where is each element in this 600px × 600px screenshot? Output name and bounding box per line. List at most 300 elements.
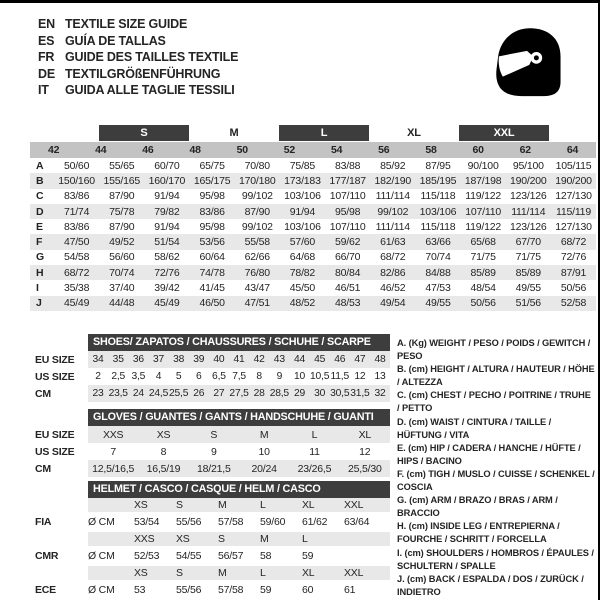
table-cell: 6,5	[212, 371, 226, 382]
table-cell: 87/90	[109, 190, 135, 203]
table-cell: 64/68	[289, 251, 316, 264]
language-code: EN	[38, 17, 55, 32]
table-cell: 29	[293, 388, 305, 399]
table-cell: 9	[211, 445, 217, 458]
table-cell: 50/60	[63, 159, 90, 172]
table-cell: 27	[213, 388, 225, 399]
table-cell: 72/76	[154, 266, 180, 279]
table-cell: 95/98	[199, 190, 225, 203]
table-cell: 103/106	[284, 220, 321, 233]
table-cell: 62/66	[244, 251, 270, 264]
table-cell: 99/102	[377, 205, 409, 218]
helmet-size-header-row	[35, 532, 390, 546]
table-cell: 119/122	[465, 190, 502, 203]
table-row	[30, 265, 596, 280]
table-cell: 123/126	[510, 220, 547, 233]
helmet-size-header-row	[35, 498, 390, 512]
table-cell: 30,5	[330, 388, 350, 399]
table-row	[30, 296, 596, 311]
table-cell: XS	[156, 428, 171, 441]
legend-item: D. (cm) WAIST / CINTURA / TAILLE / HÜFTUNG / VITA	[397, 416, 552, 440]
table-cell: S	[176, 499, 183, 511]
table-cell: 7	[110, 445, 116, 458]
table-cell: 155/165	[103, 174, 141, 187]
table-cell: 68/72	[63, 266, 90, 279]
table-cell: 2,5	[111, 371, 126, 382]
table-cell: 107/110	[465, 205, 502, 218]
row-values	[54, 267, 596, 279]
table-cell: 36	[132, 354, 144, 365]
table-cell: 170/180	[238, 174, 276, 187]
helmet-table	[35, 481, 390, 600]
table-cell: 30	[314, 388, 326, 399]
table-cell: 173/183	[284, 174, 321, 187]
table-cell: 55/65	[109, 159, 135, 172]
table-cell: 87/91	[560, 266, 587, 279]
table-row	[35, 546, 390, 566]
table-cell: 187/198	[464, 174, 502, 187]
table-cell: 56/57	[218, 550, 244, 562]
table-cell: 60/64	[199, 251, 225, 264]
table-cell: 61/63	[380, 236, 406, 249]
table-cell: 45/49	[63, 297, 90, 310]
table-cell: 95/98	[199, 220, 225, 233]
table-cell: 107/110	[329, 220, 366, 233]
row-values	[88, 368, 390, 385]
table-row	[35, 580, 390, 600]
table-cell: 91/94	[289, 205, 316, 218]
table-cell: 49/54	[380, 297, 406, 310]
table-cell: 68/72	[560, 236, 587, 249]
table-cell: S	[210, 428, 218, 441]
table-cell: 59/60	[260, 516, 286, 528]
language-code: DE	[38, 66, 55, 81]
row-label: EU SIZE	[35, 353, 75, 366]
table-row	[35, 351, 390, 368]
table-cell: 46/52	[380, 282, 406, 295]
table-cell: 91/94	[154, 190, 180, 203]
value-cells	[134, 584, 390, 596]
group-m: M	[229, 127, 239, 139]
table-cell: 28	[253, 388, 265, 399]
table-cell: 65/75	[199, 159, 225, 172]
row-values	[88, 546, 390, 566]
measurement-legend	[397, 337, 595, 599]
table-cell: 185/195	[419, 174, 457, 187]
row-label: US SIZE	[35, 370, 75, 383]
group-s: S	[99, 125, 189, 141]
size-cells	[134, 533, 390, 545]
table-cell: 45/50	[289, 282, 316, 295]
group-xxl: XXL	[459, 125, 549, 141]
table-cell: 44	[293, 354, 305, 365]
row-label: H	[36, 266, 44, 279]
table-cell: 47/50	[63, 236, 90, 249]
size-header-values	[88, 498, 390, 512]
size-header-cell: 46	[142, 144, 154, 156]
table-cell: 50/56	[560, 282, 587, 295]
table-cell: 83/88	[334, 159, 361, 172]
language-code: IT	[38, 83, 49, 98]
table-cell: 48/52	[289, 297, 316, 310]
table-cell: 44/48	[109, 297, 135, 310]
table-cell: 85/92	[380, 159, 406, 172]
table-cell: 35/38	[63, 282, 90, 295]
legend-item: F. (cm) TIGH / MUSLO / CUISSE / SCHENKEL / COSCIA	[397, 468, 595, 493]
table-cell: 35	[112, 354, 124, 365]
table-cell: 84/88	[425, 266, 451, 279]
table-cell: 83/86	[199, 205, 225, 218]
table-cell: 54/55	[176, 550, 202, 562]
size-number-header	[30, 142, 596, 158]
table-cell: 119/122	[465, 220, 502, 233]
table-cell: 59	[302, 550, 314, 562]
table-cell: 11,5	[330, 371, 349, 382]
language-title-block	[38, 16, 238, 99]
table-row	[30, 250, 596, 265]
shoes-table-title: SHOES/ ZAPATOS / CHAUSSURES / SCHUHE / SCARPE	[88, 334, 390, 351]
diameter-unit-label: Ø CM	[88, 584, 115, 596]
table-cell: 10	[293, 371, 305, 382]
table-cell: 177/187	[329, 174, 366, 187]
helmet-icon	[488, 19, 566, 103]
table-cell: 63/66	[425, 236, 451, 249]
helmet-standard-group	[35, 532, 390, 566]
table-cell: 53	[134, 584, 146, 596]
table-cell: 82/86	[380, 266, 406, 279]
table-cell: 61/62	[302, 516, 328, 528]
table-cell: 80/84	[334, 266, 361, 279]
table-cell: 76/80	[244, 266, 270, 279]
gloves-table-title: GLOVES / GUANTES / GANTS / HANDSCHUHE / GUANTI	[88, 409, 390, 426]
legend-item: A. (Kg) WEIGHT / PESO / POIDS / GEWITCH / PESO	[397, 338, 591, 362]
row-label: J	[36, 297, 42, 310]
table-cell: 115/119	[555, 205, 591, 218]
table-cell: 8	[256, 371, 262, 382]
table-cell: 38	[173, 354, 185, 365]
diameter-unit-label: Ø CM	[88, 516, 115, 528]
table-cell: 85/89	[515, 266, 541, 279]
table-row	[30, 204, 596, 219]
table-cell: L	[260, 499, 266, 511]
table-row	[35, 426, 390, 443]
size-header-cell: 60	[472, 144, 484, 156]
table-cell: 87/90	[109, 220, 135, 233]
table-cell: 39/42	[154, 282, 180, 295]
row-values	[88, 443, 390, 460]
table-cell: 111/114	[511, 205, 546, 218]
table-cell: 111/114	[375, 190, 410, 203]
table-cell: 27,5	[229, 388, 249, 399]
table-cell: 51/56	[515, 297, 541, 310]
table-cell: 60	[302, 584, 314, 596]
table-cell: 2	[95, 371, 101, 382]
table-cell: 41	[233, 354, 245, 365]
language-title-row	[38, 49, 238, 66]
table-cell: 39	[193, 354, 205, 365]
legend-item: H. (cm) INSIDE LEG / ENTREPIERNA / FOURCHE / SCHRITT / FORCELLA	[397, 521, 560, 545]
table-cell: 190/200	[510, 174, 547, 187]
table-cell: 26	[193, 388, 205, 399]
table-cell: 49/55	[425, 297, 451, 310]
size-header-cell: 54	[330, 144, 343, 156]
row-values	[88, 460, 390, 477]
table-cell: 127/130	[555, 190, 592, 203]
table-row	[30, 189, 596, 204]
row-label: D	[36, 205, 44, 218]
size-cells	[134, 567, 390, 579]
table-cell: 95/98	[334, 205, 361, 218]
row-label: EU SIZE	[35, 428, 75, 441]
diameter-unit-label: Ø CM	[88, 550, 115, 562]
table-cell: 43/47	[244, 282, 270, 295]
row-values	[54, 206, 596, 218]
helmet-standard-group	[35, 566, 390, 600]
table-cell: 42	[253, 354, 265, 365]
table-cell: 63/64	[344, 516, 370, 528]
legend-item: G. (cm) ARM / BRAZO / BRAS / ARM / BRACCIO	[397, 495, 558, 519]
table-cell: 105/115	[555, 159, 592, 172]
table-cell: 48	[374, 354, 386, 365]
size-header-cell: 56	[378, 144, 390, 156]
table-cell: 46/51	[334, 282, 361, 295]
table-cell: 12,5/16,5	[92, 462, 135, 475]
table-cell: 75/85	[289, 159, 316, 172]
language-title-row	[38, 33, 238, 50]
shoes-table-body	[35, 351, 390, 402]
table-cell: 90/100	[467, 159, 499, 172]
table-cell: 18/21,5	[197, 462, 231, 475]
group-xl: XL	[407, 127, 421, 139]
table-cell: 46	[334, 354, 346, 365]
table-cell: XXS	[134, 533, 155, 545]
table-cell: 16,5/19	[146, 462, 181, 475]
row-values	[88, 385, 390, 402]
table-cell: 99/102	[241, 190, 273, 203]
language-code: ES	[38, 33, 55, 48]
table-cell: XS	[176, 533, 190, 545]
size-header-values	[88, 566, 390, 580]
table-cell: L	[311, 428, 318, 441]
table-cell: 23,5	[108, 388, 128, 399]
table-cell: 61	[344, 584, 356, 596]
table-cell: 87/90	[244, 205, 270, 218]
row-label: B	[36, 174, 44, 187]
table-cell: 52/53	[134, 550, 160, 562]
table-cell: 99/102	[241, 220, 273, 233]
table-cell: 60/70	[154, 159, 180, 172]
table-cell: XS	[134, 499, 148, 511]
table-cell: 24,5	[148, 388, 169, 399]
standard-label: ECE	[35, 584, 56, 596]
table-row	[30, 234, 596, 249]
table-cell: 59/62	[334, 236, 361, 249]
table-cell: 65/68	[470, 236, 496, 249]
table-cell: 23	[92, 388, 104, 399]
row-values	[54, 160, 596, 172]
table-cell: 107/110	[329, 190, 366, 203]
row-values	[88, 512, 390, 532]
table-cell: 111/114	[375, 220, 410, 233]
table-cell: 75/78	[109, 205, 135, 218]
table-cell: 32	[374, 388, 386, 399]
table-cell: 74/78	[199, 266, 225, 279]
row-values	[88, 351, 390, 368]
table-cell: 115/118	[420, 190, 456, 203]
table-cell: 115/118	[420, 220, 456, 233]
table-cell: 66/70	[334, 251, 361, 264]
size-header-cell: 64	[566, 144, 579, 156]
table-cell: 4	[155, 371, 162, 382]
row-values	[54, 221, 596, 233]
table-cell: 103/106	[284, 190, 321, 203]
table-cell: 83/86	[63, 190, 90, 203]
table-cell: 72/76	[560, 251, 587, 264]
table-cell: 71/74	[63, 205, 90, 218]
table-cell: 8	[160, 445, 167, 458]
table-cell: 28,5	[269, 388, 289, 399]
table-cell: 165/175	[193, 174, 231, 187]
table-cell: L	[260, 567, 266, 579]
table-cell: 95/100	[512, 159, 544, 172]
standard-label: FIA	[35, 516, 52, 528]
table-cell: 9	[276, 371, 283, 382]
row-values	[88, 580, 390, 600]
guide-title: GUIDA ALLE TAGLIE TESSILI	[65, 83, 235, 98]
row-label: CM	[35, 387, 51, 400]
table-cell: 55/56	[176, 516, 202, 528]
table-cell: L	[302, 533, 308, 545]
table-row	[35, 368, 390, 385]
table-cell: 53/56	[199, 236, 225, 249]
table-cell: 40	[213, 354, 225, 365]
table-cell: 48/53	[334, 297, 361, 310]
row-label: G	[36, 251, 44, 264]
shoes-table	[35, 334, 390, 402]
table-row	[30, 173, 596, 188]
table-row	[30, 280, 596, 295]
group-l: L	[279, 125, 369, 141]
legend-item: C. (cm) CHEST / PECHO / POITRINE / TRUHE / PETTO	[397, 390, 591, 414]
row-values	[88, 426, 390, 443]
table-cell: 50/56	[470, 297, 496, 310]
row-label: CM	[35, 462, 51, 475]
language-title-row	[38, 66, 238, 83]
table-cell: 58/62	[154, 251, 180, 264]
table-cell: 71/75	[470, 251, 496, 264]
table-cell: 3,5	[131, 371, 146, 382]
legend-item: E. (cm) HIP / CADERA / HANCHE / HÜFTE / HIPS / BACINO	[397, 442, 581, 466]
table-cell: 7,5	[232, 371, 246, 382]
value-cells	[134, 516, 390, 528]
table-cell: 68/72	[380, 251, 406, 264]
row-values	[54, 251, 596, 263]
table-cell: M	[218, 567, 227, 579]
size-header-cell: 48	[189, 144, 201, 156]
table-cell: 160/170	[148, 174, 186, 187]
table-cell: 57/58	[218, 516, 244, 528]
table-cell: M	[259, 428, 269, 441]
table-cell: 12	[354, 371, 366, 382]
table-cell: XXL	[344, 499, 364, 511]
table-cell: 43	[273, 354, 285, 365]
table-cell: 41/45	[199, 282, 225, 295]
size-header-cell: 58	[425, 144, 437, 156]
table-cell: 24	[132, 388, 144, 399]
row-label: C	[36, 190, 44, 203]
row-values	[54, 175, 596, 187]
table-cell: XL	[302, 567, 315, 579]
size-group-header	[30, 125, 596, 141]
table-cell: XXS	[102, 428, 124, 441]
legend-item: J. (cm) BACK / ESPALDA / DOS / ZURÜCK / INDIETRO	[397, 573, 584, 597]
helmet-standard-group	[35, 498, 390, 532]
table-cell: S	[176, 567, 183, 579]
table-cell: 182/190	[374, 174, 412, 187]
table-cell: 10,5	[309, 371, 330, 382]
table-cell: 12	[359, 445, 371, 458]
table-cell: 47	[354, 354, 366, 365]
table-cell: M	[218, 499, 227, 511]
table-cell: 53/54	[134, 516, 160, 528]
table-cell: 25,5	[169, 388, 189, 399]
guide-title: TEXTILE SIZE GUIDE	[65, 17, 188, 32]
table-cell: 6	[196, 371, 202, 382]
lower-sections	[35, 334, 390, 600]
table-row	[30, 219, 596, 234]
table-cell: 10	[258, 445, 270, 458]
table-cell: 31,5	[350, 388, 370, 399]
textile-size-table	[30, 125, 596, 311]
table-cell: 58	[260, 550, 272, 562]
table-cell: 49/55	[515, 282, 541, 295]
table-cell: 79/82	[154, 205, 180, 218]
table-row	[35, 443, 390, 460]
row-values	[54, 190, 596, 202]
table-cell: 59	[260, 584, 272, 596]
table-cell: 47/51	[244, 297, 270, 310]
row-label: F	[36, 236, 43, 249]
table-cell: 13	[374, 371, 386, 382]
table-cell: XL	[302, 499, 315, 511]
table-cell: 91/94	[154, 220, 180, 233]
table-row	[30, 158, 596, 173]
language-title-row	[38, 16, 238, 33]
size-header-cell: 42	[47, 144, 60, 156]
standard-label: CMR	[35, 550, 59, 562]
gloves-table	[35, 409, 390, 477]
table-cell: 78/82	[289, 266, 316, 279]
size-header-cell: 50	[236, 144, 248, 156]
table-cell: XL	[358, 428, 372, 441]
table-cell: XS	[134, 567, 148, 579]
table-cell: 127/130	[555, 220, 592, 233]
guide-title: GUIDE DES TAILLES TEXTILE	[65, 50, 239, 65]
table-cell: 190/200	[555, 174, 592, 187]
table-cell: 20/24	[251, 462, 277, 475]
gloves-table-body	[35, 426, 390, 477]
table-cell: 37	[152, 354, 165, 365]
table-cell: S	[218, 533, 225, 545]
table-cell: 34	[92, 354, 104, 365]
helmet-table-title: HELMET / CASCO / CASQUE / HELM / CASCO	[88, 481, 390, 498]
table-cell: 123/126	[510, 190, 547, 203]
table-cell: 52/58	[560, 297, 587, 310]
table-cell: 83/86	[63, 220, 90, 233]
table-cell: 103/106	[419, 205, 457, 218]
table-cell: 67/70	[515, 236, 541, 249]
group-spacer	[30, 125, 99, 141]
